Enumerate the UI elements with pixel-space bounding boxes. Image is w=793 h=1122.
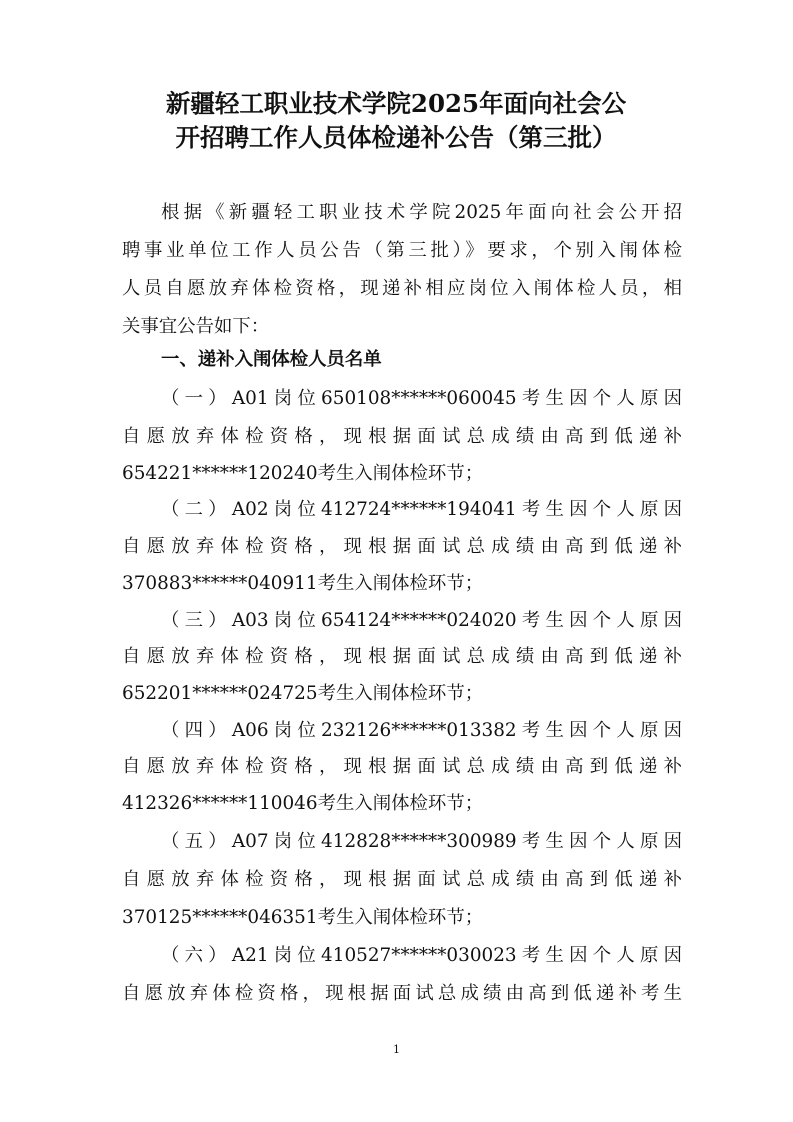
- list-item-line: 自愿放弃体检资格，现根据面试总成绩由高到低递补: [122, 426, 682, 447]
- list-item-line: 自愿放弃体检资格，现根据面试总成绩由高到低递补: [122, 646, 682, 667]
- document-title-line-1: 新疆轻工职业技术学院2025年面向社会公: [165, 89, 627, 118]
- document-title-line-2: 开招聘工作人员体检递补公告（第三批）: [175, 123, 617, 152]
- list-item-line: 370883******040911考生入闱体检环节；: [122, 573, 484, 594]
- list-item-line: 412326******110046考生入闱体检环节；: [122, 793, 484, 814]
- list-item-line: （六）A21岗位410527******030023考生因个人原因: [161, 945, 682, 966]
- intro-line-2: 聘事业单位工作人员公告（第三批）》要求，个别入闱体检: [122, 240, 682, 261]
- list-item-line: 自愿放弃体检资格，现根据面试总成绩由高到低递补: [122, 756, 682, 777]
- list-item-line: 654221******120240考生入闱体检环节；: [122, 463, 484, 484]
- list-item-line: （一）A01岗位650108******060045考生因个人原因: [161, 388, 682, 409]
- list-item-line: （五）A07岗位412828******300989考生因个人原因: [161, 831, 682, 852]
- list-item-line: 652201******024725考生入闱体检环节；: [122, 683, 484, 704]
- intro-line-1: 根据《新疆轻工职业技术学院2025年面向社会公开招: [161, 202, 682, 223]
- list-item-line: （三）A03岗位654124******024020考生因个人原因: [161, 610, 682, 631]
- list-item-line: （四）A06岗位232126******013382考生因个人原因: [161, 720, 682, 741]
- list-item-line: 370125******046351考生入闱体检环节；: [122, 907, 484, 928]
- list-item-line: （二）A02岗位412724******194041考生因个人原因: [161, 499, 682, 520]
- list-item-line: 自愿放弃体检资格，现根据面试总成绩由高到低递补考生: [122, 983, 682, 1004]
- section-heading: 一、递补入闱体检人员名单: [161, 349, 382, 370]
- list-item-line: 自愿放弃体检资格，现根据面试总成绩由高到低递补: [122, 869, 682, 890]
- list-item-line: 自愿放弃体检资格，现根据面试总成绩由高到低递补: [122, 536, 682, 557]
- intro-line-4: 关事宜公告如下：: [122, 316, 270, 337]
- page-number: 1: [393, 1043, 400, 1056]
- intro-line-3: 人员自愿放弃体检资格，现递补相应岗位入闱体检人员，相: [122, 278, 682, 299]
